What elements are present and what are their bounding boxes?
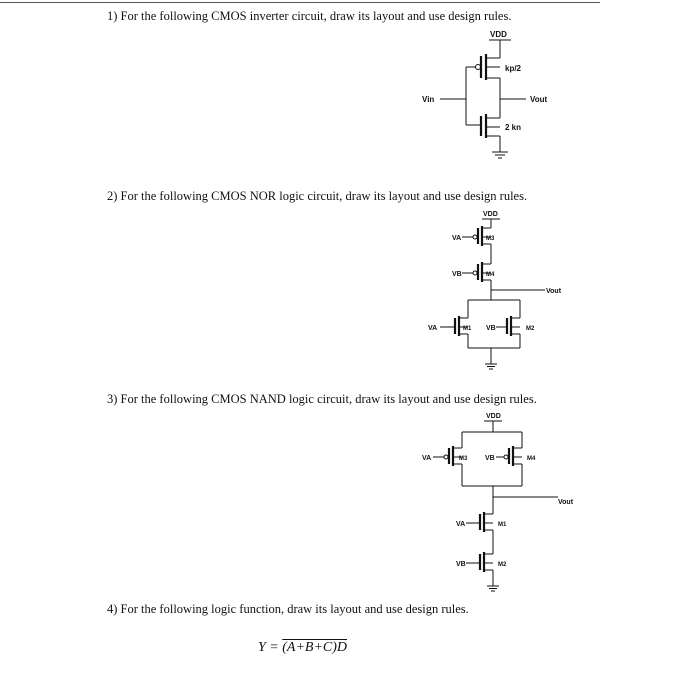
nor-vdd-label: VDD: [483, 211, 498, 218]
nand-m4-vb-label: VB: [485, 455, 495, 462]
nand-m3-label: M3: [459, 456, 468, 462]
question-2-number: 2): [107, 189, 118, 203]
nor-m4-label: M4: [486, 272, 495, 278]
nor-m1-label: M1: [463, 326, 472, 332]
question-1-number: 1): [107, 9, 118, 23]
nand-m3-va-label: VA: [422, 455, 432, 462]
nand-vdd-label: VDD: [486, 413, 501, 420]
nand-m1-label: M1: [498, 522, 507, 528]
question-1-text: For the following CMOS inverter circuit, draw its layout and use design rules.: [120, 9, 512, 23]
nor-m3-va-label: VA: [452, 235, 462, 242]
nor-m4-vb-label: VB: [452, 271, 462, 278]
question-4-number: 4): [107, 602, 118, 616]
equation-lhs: Y =: [258, 640, 283, 655]
inverter-vout-label: Vout: [530, 95, 548, 104]
question-3-number: 3): [107, 392, 118, 406]
question-2-text: For the following CMOS NOR logic circuit, draw its layout and use design rules.: [120, 189, 528, 203]
inverter-nmos-size: 2 kn: [505, 123, 522, 132]
nand-m4-label: M4: [527, 456, 536, 462]
nor-vout-label: Vout: [546, 288, 562, 295]
nand-vout-label: Vout: [558, 499, 574, 506]
nor-m1-va-label: VA: [428, 325, 438, 332]
nor-m2-vb-label: VB: [486, 325, 496, 332]
inverter-vin-label: Vin: [422, 95, 435, 104]
inverter-pmos-size: kp/2: [505, 64, 522, 73]
nor-m2-label: M2: [526, 326, 535, 332]
nand-m1-va-label: VA: [456, 521, 466, 528]
nand-m2-label: M2: [498, 562, 507, 568]
logic-function-equation: [258, 640, 347, 656]
nor-m3-label: M3: [486, 236, 495, 242]
inverter-vdd-label: VDD: [490, 30, 507, 39]
question-4-text: For the following logic function, draw its layout and use design rules.: [120, 602, 469, 616]
equation-overlined-term: (A+B+C)D: [282, 640, 348, 655]
question-3-text: For the following CMOS NAND logic circuit, draw its layout and use design rules.: [120, 392, 537, 406]
nand-m2-vb-label: VB: [456, 561, 466, 568]
